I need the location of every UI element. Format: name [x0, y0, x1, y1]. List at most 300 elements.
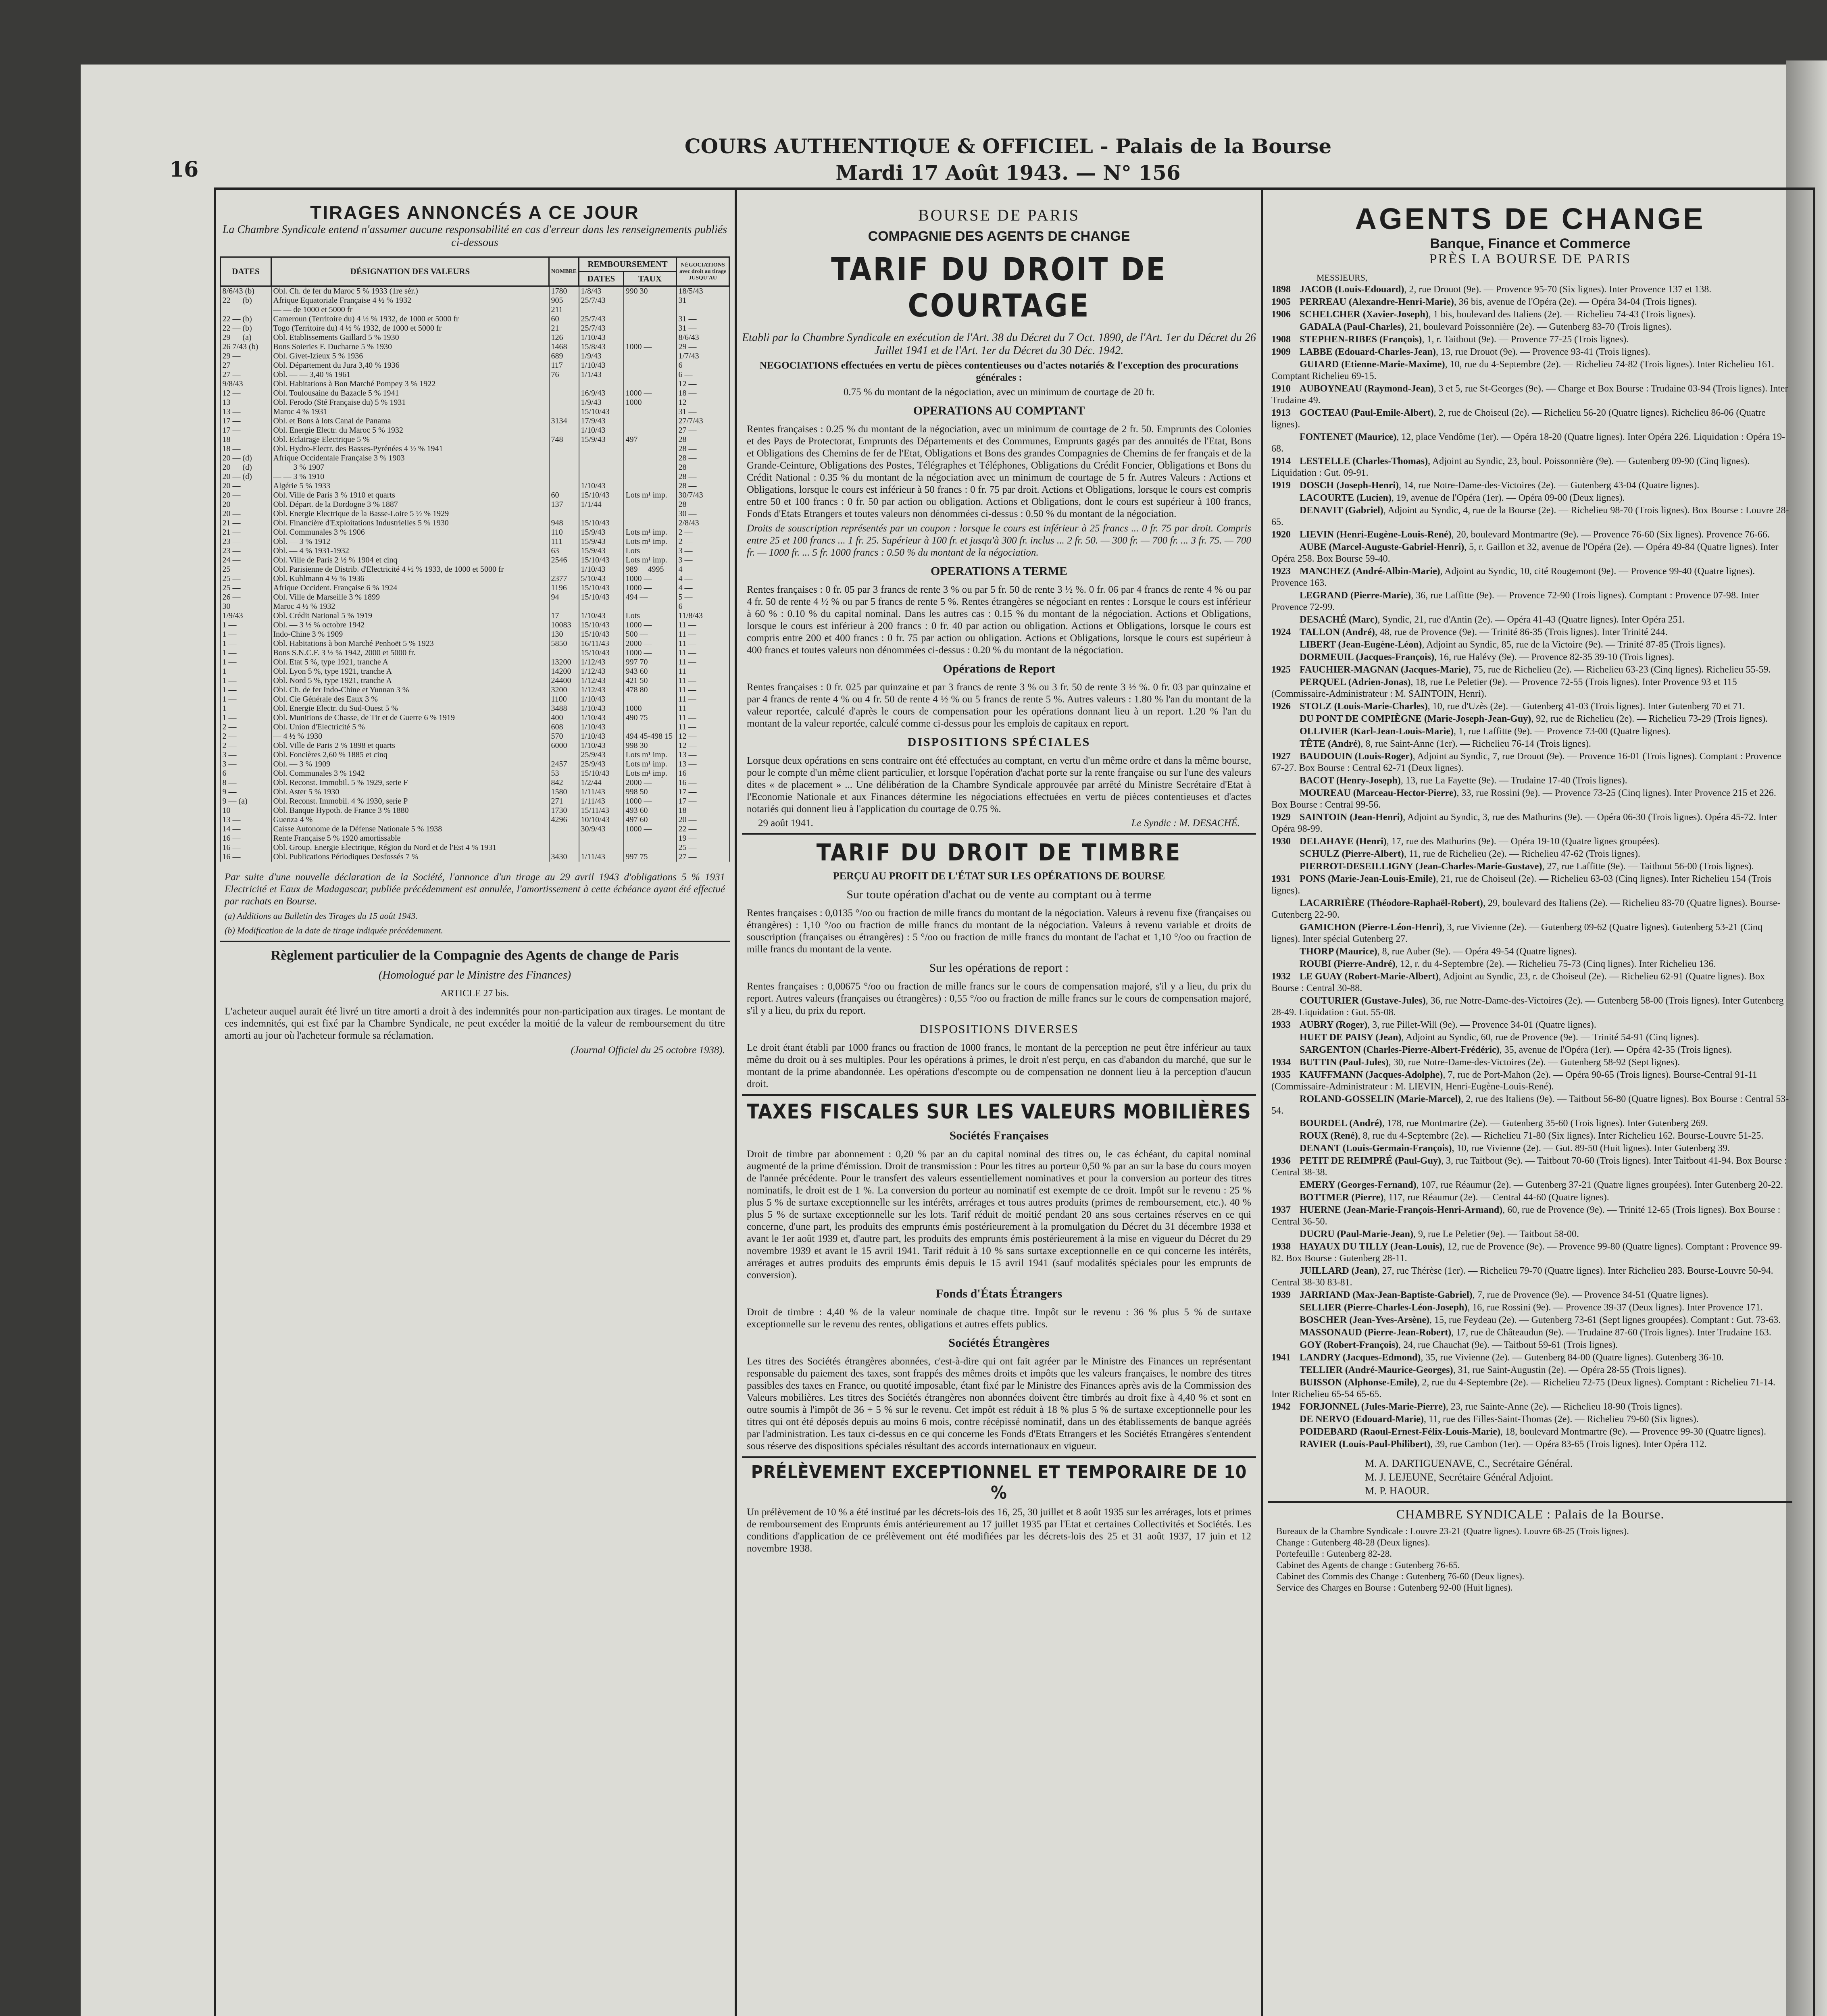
table-cell [624, 463, 677, 472]
table-cell: 20 — [221, 481, 271, 491]
table-cell: Afrique Occident. Française 6 % 1924 [271, 583, 549, 593]
timbre-text1: Rentes françaises : 0,0135 °/oo ou fraction de mille francs du montant de la négociation. Valeurs à revenu fixe (françaises ou étrangères) : 1,10 °/oo ou fraction de mille francs du montant de la négociation. Valeurs à revenu variable et droits de souscription (françaises ou étrangères) : 5 °/oo ou fraction de mille francs du montant de l'achat et 1,10 °/oo ou fraction de mille francs du montant de la vente. [747, 908, 1251, 955]
agent-entry [1271, 946, 1789, 958]
table-cell: 5/10/43 [579, 574, 624, 583]
table-cell: 21 — [221, 519, 271, 528]
table-cell [624, 333, 677, 342]
table-cell: Obl. Habitations à bon Marché Penhoët 5 % 1923 [271, 639, 549, 648]
agent-name: GAMICHON (Pierre-Léon-Henri) [1300, 922, 1442, 933]
table-cell: 11 — [677, 704, 729, 713]
table-cell: 17/9/43 [579, 417, 624, 426]
chambre-title: CHAMBRE SYNDICALE : Palais de la Bourse. [1396, 1507, 1665, 1521]
table-cell: 26 — [221, 593, 271, 602]
table-cell: Obl. Foncières 2,60 % 1885 et cinq [271, 750, 549, 760]
timbre-head2: Sur les opérations de report : [929, 961, 1069, 975]
table-cell: 27 — [221, 370, 271, 379]
agent-entry [1271, 713, 1789, 725]
agent-name: HUERNE (Jean-Marie-François-Henri-Armand) [1300, 1205, 1503, 1215]
courtage-signature: Le Syndic : M. DESACHÉ. [1131, 818, 1240, 829]
agent-entry [1271, 1179, 1789, 1191]
agent-address: , 16, rue Rossini (9e). — Provence 39-37 (Deux lignes). Inter Provence 171. [1467, 1302, 1763, 1313]
table-cell: 18 — [221, 435, 271, 444]
agent-year: 1942 [1271, 1402, 1291, 1412]
table-cell: 11 — [677, 676, 729, 685]
agent-year: 1906 [1271, 309, 1291, 320]
agent-entry [1271, 1143, 1789, 1154]
table-cell: 4 — [677, 565, 729, 574]
table-cell: 11 — [677, 621, 729, 630]
agent-name: PETIT DE REIMPRÉ (Paul-Guy) [1300, 1156, 1441, 1166]
table-cell: 1 — [221, 621, 271, 630]
table-row [221, 528, 729, 537]
agent-address: , Adjoint au Syndic, 60, rue de Provence (9e). — Trinité 54-91 (Cinq lignes). [1401, 1032, 1699, 1043]
agent-name: STEPHEN-RIBES (François) [1300, 334, 1422, 345]
table-cell: 1 — [221, 648, 271, 658]
agent-name: RAVIER (Louis-Paul-Philibert) [1300, 1439, 1431, 1450]
courtage-signoff [758, 818, 1240, 829]
table-cell: 28 — [677, 435, 729, 444]
table-cell: 15/10/43 [579, 407, 624, 417]
table-cell: Maroc 4 ½ % 1932 [271, 602, 549, 611]
table-cell: 1 — [221, 667, 271, 676]
agents-subtitle1: Banque, Finance et Commerce [1430, 236, 1631, 251]
table-row [221, 639, 729, 648]
agent-address: , 12, rue de Provence (9e). — Provence 99-80 (Quatre lignes). Comptant : Provence 99-82. Box Bourse : Gutenberg 28-11. [1271, 1241, 1783, 1264]
table-cell [549, 565, 579, 574]
table-cell: Obl. Ferodo (Sté Française du) 5 % 1931 [271, 398, 549, 407]
table-row [221, 546, 729, 556]
table-row [221, 732, 729, 741]
table-cell: 500 — [624, 630, 677, 639]
agent-name: BAUDOUIN (Louis-Roger) [1300, 751, 1413, 762]
table-row [221, 556, 729, 565]
agent-address: , 12, place Vendôme (1er). — Opéra 18-20 (Quatre lignes). Inter Opéra 226. Liquidation : Opéra 19-68. [1271, 432, 1785, 454]
agent-year: 1914 [1271, 456, 1291, 467]
agent-entry [1271, 383, 1789, 406]
tirages-table [220, 256, 730, 862]
table-cell [624, 481, 677, 491]
table-cell: Obl. — — 3,40 % 1961 [271, 370, 549, 379]
agent-year: 1908 [1271, 334, 1291, 345]
agent-year: 1924 [1271, 627, 1291, 637]
table-cell [549, 389, 579, 398]
agent-entry [1271, 284, 1789, 296]
table-cell: Obl. — 3 ½ % octobre 1942 [271, 621, 549, 630]
table-cell: Caisse Autonome de la Défense Nationale 5 % 1938 [271, 825, 549, 834]
page-number: 16 [169, 157, 199, 182]
agent-name: PERQUEL (Adrien-Jonas) [1300, 677, 1411, 687]
table-cell: 6 — [677, 361, 729, 370]
table-cell: 2457 [549, 760, 579, 769]
table-cell: 76 [549, 370, 579, 379]
table-cell: 16 — [677, 769, 729, 778]
agent-year: 1905 [1271, 297, 1291, 307]
table-cell: Lots [624, 611, 677, 621]
table-cell: 1/9/43 [579, 398, 624, 407]
table-cell: 1/12/43 [579, 676, 624, 685]
table-cell: Bons Soieries F. Ducharne 5 % 1930 [271, 342, 549, 352]
agent-address: , 3, rue Taitbout (9e). — Taitbout 70-60 (Trois lignes). Inter Taitbout 41-94. Box Bourse : Central 38-38. [1271, 1156, 1787, 1178]
table-cell [624, 314, 677, 324]
chambre-list [1268, 1526, 1792, 1593]
table-cell: Obl. Départ. de la Dordogne 3 % 1887 [271, 500, 549, 509]
table-cell: 30 — [221, 602, 271, 611]
table-cell: Lots m¹ imp. [624, 556, 677, 565]
table-cell: 998 50 [624, 787, 677, 797]
table-cell: 497 — [624, 435, 677, 444]
table-cell: 12 — [677, 741, 729, 750]
table-cell: 14200 [549, 667, 579, 676]
table-cell: 28 — [677, 481, 729, 491]
agent-entry [1271, 431, 1789, 455]
agent-name: COUTURIER (Gustave-Jules) [1300, 996, 1426, 1006]
taxes-fr-title: Sociétés Françaises [949, 1129, 1049, 1142]
table-row [221, 435, 729, 444]
table-row [221, 370, 729, 379]
table-cell [549, 834, 579, 843]
table-cell: 18 — [677, 389, 729, 398]
table-cell: 17 — [677, 787, 729, 797]
agent-entry [1271, 1327, 1789, 1339]
table-cell: 28 — [677, 454, 729, 463]
agent-entry [1271, 456, 1789, 479]
table-cell: 421 50 [624, 676, 677, 685]
agent-name: BOTTMER (Pierre) [1300, 1192, 1384, 1203]
table-cell: Obl. Communales 3 % 1942 [271, 769, 549, 778]
agent-address: , 17, rue des Mathurins (9e). — Opéra 19-10 (Quatre lignes groupées). [1386, 836, 1660, 847]
table-cell: 25 — [677, 843, 729, 852]
table-cell: 13 — [677, 750, 729, 760]
reglement-source: (Journal Officiel du 25 octobre 1938). [571, 1045, 725, 1056]
table-cell: 3488 [549, 704, 579, 713]
table-row [221, 630, 729, 639]
compagnie-title: COMPAGNIE DES AGENTS DE CHANGE [868, 229, 1130, 244]
table-cell: Indo-Chine 3 % 1909 [271, 630, 549, 639]
table-cell [549, 509, 579, 519]
agent-name: JACOB (Louis-Edouard) [1300, 284, 1404, 295]
table-cell: Obl. Kuhlmann 4 ½ % 1936 [271, 574, 549, 583]
agent-address: , 36, rue Notre-Dame-des-Victoires (2e). — Gutenberg 58-00 (Trois lignes). Inter Gutenberg 28-49. Liquidation : Gut. 55-08. [1271, 996, 1784, 1018]
agent-address: , 19, avenue de l'Opéra (1er). — Opéra 09-00 (Deux lignes). [1391, 493, 1625, 503]
table-cell: 990 30 [624, 286, 677, 296]
agent-entry [1271, 505, 1789, 528]
table-cell [579, 843, 624, 852]
agent-name: MOUREAU (Marceau-Hector-Pierre) [1300, 788, 1457, 798]
table-cell: 13 — [221, 398, 271, 407]
table-row [221, 537, 729, 546]
dispositions-title: DISPOSITIONS SPÉCIALES [907, 735, 1091, 749]
table-cell: 1 — [221, 713, 271, 723]
agent-name: GUIARD (Etienne-Marie-Maxime) [1300, 359, 1445, 370]
agent-address: , Adjoint au Syndic, 3, rue des Mathurins (9e). — Opéra 06-30 (Trois lignes). Opéra 45-72. Inter Opéra 98-99. [1271, 812, 1777, 834]
table-cell [624, 454, 677, 463]
table-cell: 11 — [677, 658, 729, 667]
agent-address: , 27, rue Laffitte (9e). — Taitbout 56-00 (Trois lignes). [1542, 861, 1754, 872]
table-cell: 13 — [677, 760, 729, 769]
table-cell: 23 — [221, 537, 271, 546]
table-cell [624, 324, 677, 333]
table-cell: Obl. Ville de Paris 2 ½ % 1904 et cinq [271, 556, 549, 565]
agent-address: , 48, rue de Provence (9e). — Trinité 86-35 (Trois lignes). Inter Trinité 244. [1375, 627, 1668, 637]
table-cell: 13 — [221, 407, 271, 417]
table-cell: 28 — [677, 444, 729, 454]
table-cell: 22 — [677, 825, 729, 834]
timbre-head3: DISPOSITIONS DIVERSES [919, 1023, 1079, 1036]
agent-address: , 3, rue Pillet-Will (9e). — Provence 34-01 (Quatre lignes). [1367, 1020, 1596, 1030]
agent-name: LEGRAND (Pierre-Marie) [1300, 590, 1411, 601]
th-rb-dates: DATES [579, 272, 624, 286]
divider [742, 1456, 1256, 1458]
agent-entry [1271, 848, 1789, 860]
agent-entry [1271, 836, 1789, 848]
table-row [221, 750, 729, 760]
table-cell: 1/11/43 [579, 797, 624, 806]
divider [742, 833, 1256, 835]
agent-address: , 10, rue Vivienne (2e). — Gut. 89-50 (Huit lignes). Inter Gutenberg 39. [1452, 1143, 1730, 1154]
table-cell: 15/11/43 [579, 806, 624, 815]
table-cell: 2 — [221, 723, 271, 732]
table-cell: 1000 — [624, 797, 677, 806]
table-cell: 111 [549, 537, 579, 546]
table-cell: 60 [549, 491, 579, 500]
agent-year: 1929 [1271, 812, 1291, 823]
table-row [221, 491, 729, 500]
table-cell: 27/7/43 [677, 417, 729, 426]
table-row [221, 342, 729, 352]
agent-entry [1271, 1118, 1789, 1129]
table-cell: Obl. Toulousaine du Bazacle 5 % 1941 [271, 389, 549, 398]
table-cell: 2 — [677, 528, 729, 537]
table-cell: Rente Française 5 % 1920 amortissable [271, 834, 549, 843]
agent-name: AUBOYNEAU (Raymond-Jean) [1300, 383, 1434, 394]
table-cell: 13200 [549, 658, 579, 667]
agent-name: AUBE (Marcel-Auguste-Gabriel-Henri) [1300, 542, 1465, 552]
table-row [221, 658, 729, 667]
table-cell: 6000 [549, 741, 579, 750]
table-cell: 1/9/43 [221, 611, 271, 621]
table-row [221, 583, 729, 593]
agent-address: , 1 bis, boulevard des Italiens (2e). — Richelieu 74-43 (Trois lignes). [1428, 309, 1696, 320]
table-row [221, 324, 729, 333]
agent-year: 1932 [1271, 971, 1291, 982]
table-row [221, 852, 729, 862]
table-cell [624, 379, 677, 389]
agent-name: THORP (Maurice) [1300, 946, 1377, 957]
table-cell: 1 — [221, 695, 271, 704]
table-cell: 1/9/43 [579, 352, 624, 361]
table-cell: Cameroun (Territoire du) 4 ½ % 1932, de 1000 et 5000 fr [271, 314, 549, 324]
table-cell: 17 — [221, 417, 271, 426]
table-cell: 1/10/43 [579, 713, 624, 723]
table-cell: 400 [549, 713, 579, 723]
table-cell: Obl. Nord 5 %, type 1921, tranche A [271, 676, 549, 685]
table-cell: 998 30 [624, 741, 677, 750]
agent-address: , 3 et 5, rue St-Georges (9e). — Charge et Box Bourse : Trudaine 03-94 (Trois lignes). Inter Trudaine 49. [1271, 383, 1788, 406]
agent-name: MASSONAUD (Pierre-Jean-Robert) [1300, 1327, 1452, 1338]
agent-address: , 20, boulevard Montmartre (9e). — Provence 76-60 (Six lignes). Provence 76-66. [1451, 529, 1770, 540]
agent-address: , 10, rue du 4-Septembre (2e). — Richelieu 74-82 (Trois lignes). Inter Richelieu 161. Comptant Richelieu 69-15. [1271, 359, 1774, 381]
agent-entry [1271, 873, 1789, 897]
agent-entry [1271, 627, 1789, 638]
table-cell: 20 — (d) [221, 472, 271, 481]
agent-entry [1271, 590, 1789, 613]
agent-address: , 92, rue de Richelieu (2e). — Richelieu 73-29 (Trois lignes). [1531, 714, 1768, 724]
table-cell: 15/9/43 [579, 546, 624, 556]
courtage-date: 29 août 1941. [758, 818, 813, 829]
agent-year: 1920 [1271, 529, 1291, 540]
table-cell: 20 — (d) [221, 463, 271, 472]
table-cell: 11 — [677, 723, 729, 732]
agent-address: , 7, rue de Port-Mahon (2e). — Opéra 90-65 (Trois lignes). Bourse-Central 91-11 (Commissaire-Administrateur : M. LIEVIN, Henri-Eugène-Louis-René). [1271, 1070, 1757, 1092]
table-cell: 1000 — [624, 342, 677, 352]
agent-name: LIBERT (Jean-Eugène-Léon) [1300, 639, 1422, 650]
agent-entry [1271, 296, 1789, 308]
table-cell: 28 — [677, 500, 729, 509]
table-cell: Afrique Equatoriale Française 4 ½ % 1932 [271, 296, 549, 305]
table-cell: 17 — [221, 426, 271, 435]
comptant-text: Rentes françaises : 0.25 % du montant de la négociation, avec un minimum de courtage de 2 fr. 50. Emprunts des Colonies et des Pays de Protectorat, Emprunts des Départements et des Communes, Emprunts gagés par des annuités de l'Etat, Bons et Obligations des Chemins de fer de l'Etat, Obligations et Bons des grandes Compagnies de Chemins de fer français et de la Grande-Ceinture, Obligations des Postes, Télégraphes et Téléphones, Obligations du Crédit Foncier, Obligations et Bons du Crédit National : 0.35 % du montant de la négociation avec un minimum de courtage de 5 fr. Autres Valeurs : Actions et Obligations, lorsque le cours est inférieur à 50 francs : 0 fr. 75 par droit. Actions et Obligations, lorsque le cours est compris entre 50 et 100 francs : 0 fr. 50 par action ou obligation. Actions et Obligations, dont le cours est supérieur à 100 francs, Fonds d'Etats Etrangers et toutes valeurs non dénommées ci-dessus : 0.50 % du montant de la négociation. [747, 424, 1251, 519]
table-cell: 8 — [221, 778, 271, 787]
table-cell: 16 — [221, 852, 271, 862]
agent-entry [1271, 480, 1789, 492]
table-cell: 3 — [677, 556, 729, 565]
agent-name: LACOURTE (Lucien) [1300, 493, 1392, 503]
table-row [221, 621, 729, 630]
agent-address: , 14, rue Notre-Dame-des-Victoires (2e). — Gutenberg 43-04 (Quatre lignes). [1399, 480, 1700, 491]
table-cell: 1/1/43 [579, 370, 624, 379]
table-row [221, 685, 729, 695]
agent-name: OLLIVIER (Karl-Jean-Louis-Marie) [1300, 726, 1454, 737]
table-cell: Obl. Etat 5 %, type 1921, tranche A [271, 658, 549, 667]
table-cell: Obl. Publications Périodiques Desfossés 7 % [271, 852, 549, 862]
table-cell: 15/10/43 [579, 630, 624, 639]
table-cell: 12 — [677, 379, 729, 389]
agent-address: , Adjoint au Syndic, 23, boul. Poissonnière (9e). — Gutenberg 09-90 (Cinq lignes). Liquidation : Gut. 09-91. [1271, 456, 1750, 478]
table-cell: 11 — [677, 630, 729, 639]
table-cell: 15/9/43 [579, 528, 624, 537]
table-row [221, 361, 729, 370]
table-cell: 15/9/43 [579, 435, 624, 444]
table-cell: 1 — [221, 639, 271, 648]
agent-name: SELLIER (Pierre-Charles-Léon-Joseph) [1300, 1302, 1468, 1313]
table-cell: 9 — [221, 787, 271, 797]
table-cell [549, 407, 579, 417]
table-cell: Obl. Energie Electr. du Sud-Ouest 5 % [271, 704, 549, 713]
agent-year: 1909 [1271, 347, 1291, 357]
table-cell: 8/6/43 (b) [221, 286, 271, 296]
agent-entry [1271, 1302, 1789, 1314]
table-cell: Obl. Ville de Marseille 3 % 1899 [271, 593, 549, 602]
agent-name: DUCRU (Paul-Marie-Jean) [1300, 1229, 1413, 1239]
table-cell: Obl. Financière d'Exploitations Industrielles 5 % 1930 [271, 519, 549, 528]
table-cell: 3 — [221, 750, 271, 760]
agent-name: STOLZ (Louis-Marie-Charles) [1300, 701, 1428, 712]
agent-entry [1271, 639, 1789, 651]
table-cell: 117 [549, 361, 579, 370]
agent-address: , 18, rue Le Peletier (9e). — Provence 72-55 (Trois lignes). Inter Provence 93 et 115 (Commissaire-Administrateur : M. SAINTOIN, Henri). [1271, 677, 1737, 699]
table-cell: Obl. Eclairage Electrique 5 % [271, 435, 549, 444]
table-cell [677, 305, 729, 314]
agent-year: 1935 [1271, 1070, 1291, 1080]
agent-address: , 60, rue de Provence (9e). — Trinité 12-65 (Trois lignes). Box Bourse : Central 36-50. [1271, 1205, 1781, 1227]
agent-address: , Adjoint au Syndic, 23, r. de Choiseul (2e). — Richelieu 62-91 (Quatre lignes). Box Bourse : Central 30-88. [1271, 971, 1765, 993]
table-cell: Lots m¹ imp. [624, 537, 677, 546]
agent-address: , 1, rue Laffitte (9e). — Provence 73-00 (Quatre lignes). [1453, 726, 1671, 737]
agent-year: 1898 [1271, 284, 1291, 295]
table-cell: 28 — [677, 463, 729, 472]
agents-title: AGENTS DE CHANGE [1355, 202, 1706, 235]
chambre-line: Cabinet des Agents de change : Gutenberg 76-65. [1276, 1560, 1460, 1570]
table-cell: 478 80 [624, 685, 677, 695]
agent-entry [1271, 346, 1789, 358]
table-row [221, 426, 729, 435]
table-cell: 27 — [677, 852, 729, 862]
table-cell: 10 — [221, 806, 271, 815]
table-cell: 130 [549, 630, 579, 639]
table-cell [549, 379, 579, 389]
agent-name: SCHULZ (Pierre-Albert) [1300, 849, 1404, 859]
table-cell: 905 [549, 296, 579, 305]
agent-address: , 2, rue du 4-Septembre (2e). — Richelieu 72-75 (Deux lignes). Comptant : Richelieu 71-14. Inter Richelieu 65-54 65-65. [1271, 1377, 1775, 1400]
agent-name: POIDEBARD (Raoul-Ernest-Félix-Louis-Marie) [1300, 1427, 1500, 1437]
divider [1268, 1501, 1792, 1503]
agent-name: DENANT (Louis-Germain-François) [1300, 1143, 1452, 1154]
table-cell: Obl. Union d'Electricité 5 % [271, 723, 549, 732]
table-cell [624, 370, 677, 379]
table-cell: 5850 [549, 639, 579, 648]
table-cell [549, 825, 579, 834]
table-cell [624, 500, 677, 509]
table-cell: 943 60 [624, 667, 677, 676]
table-cell: 1/10/43 [579, 723, 624, 732]
taxes-title: TAXES FISCALES SUR LES VALEURS MOBILIÈRES [747, 1100, 1251, 1123]
table-cell [579, 305, 624, 314]
table-cell: Obl. Reconst. Immobil. 4 % 1930, serie P [271, 797, 549, 806]
agent-name: TELLIER (André-Maurice-Georges) [1300, 1365, 1453, 1375]
table-cell: 30/9/43 [579, 825, 624, 834]
agent-entry [1271, 738, 1789, 750]
timbre-head1: Sur toute opération d'achat ou de vente au comptant ou à terme [846, 888, 1152, 901]
agent-year: 1941 [1271, 1352, 1291, 1363]
tirages-note: Par suite d'une nouvelle déclaration de la Société, l'annonce d'un tirage au 29 avril 1943 d'obligations 5 % 1931 Electricité et Eaux de Madagascar, publiée précédemment est annulée, l'amortissement à cette échéance ayant été effectué par rachats en Bourse. [225, 872, 725, 907]
table-cell: 18 — [677, 806, 729, 815]
agent-name: LANDRY (Jacques-Edmond) [1300, 1352, 1421, 1363]
table-cell: 1/10/43 [579, 333, 624, 342]
table-cell: Obl. Crédit National 5 % 1919 [271, 611, 549, 621]
table-cell [579, 379, 624, 389]
agent-entry [1271, 1019, 1789, 1031]
table-cell: 2 — [677, 537, 729, 546]
table-cell: 1/12/43 [579, 658, 624, 667]
agent-address: , 13, rue Drouot (9e). — Provence 93-41 (Trois lignes). [1436, 347, 1650, 357]
negociations-text: NEGOCIATIONS effectuées en vertu de pièces contentieuses ou d'actes notariés & l'exception des procurations générales : [759, 360, 1239, 383]
table-cell [624, 444, 677, 454]
table-row [221, 389, 729, 398]
header-line1: COURS AUTHENTIQUE & OFFICIEL - Palais de la Bourse [684, 134, 1332, 158]
agent-entry [1271, 1155, 1789, 1179]
table-cell: 10083 [549, 621, 579, 630]
agent-name: TÊTE (André) [1300, 739, 1361, 749]
table-cell: 12 — [677, 732, 729, 741]
table-cell: 1100 [549, 695, 579, 704]
courtage-title: TARIF DU DROIT DE COURTAGE [831, 252, 1167, 324]
table-cell: 1000 — [624, 648, 677, 658]
agent-year: 1930 [1271, 836, 1291, 847]
agent-name: PIERROT-DESEILLIGNY (Jean-Charles-Marie-Gustave) [1300, 861, 1542, 872]
agent-address: , 2, rue des Italiens (9e). — Taitbout 56-80 (Quatre lignes). Box Bourse : Central 53-54. [1271, 1094, 1789, 1116]
agent-address: , 2, rue de Choiseul (2e). — Richelieu 56-20 (Quatre lignes). Richelieu 86-06 (Quatre lignes). [1271, 408, 1766, 430]
reglement-title: Règlement particulier de la Compagnie des Agents de change de Paris [271, 948, 679, 963]
